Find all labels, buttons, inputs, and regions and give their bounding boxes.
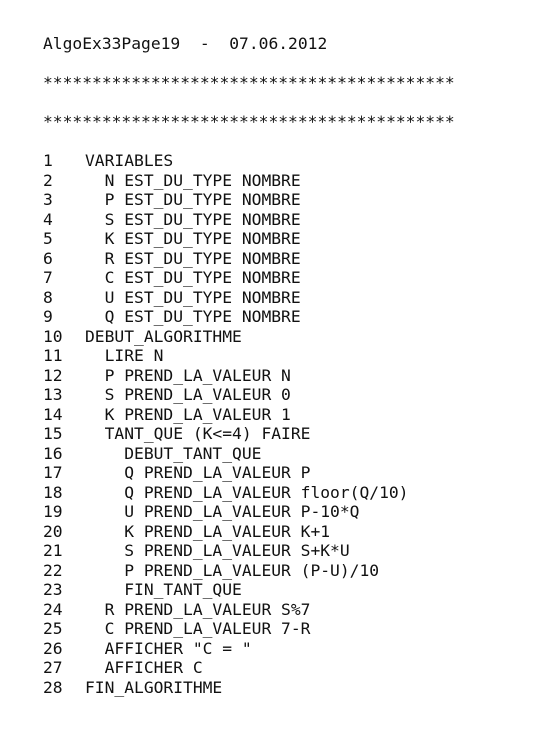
code-line	[43, 385, 533, 405]
code-text: C PREND_LA_VALEUR 7-R	[85, 619, 311, 638]
code-line	[43, 229, 533, 249]
line-number: 14	[43, 404, 63, 424]
line-number: 1	[43, 151, 53, 170]
code-line	[43, 151, 533, 171]
line-number: 10	[43, 326, 63, 346]
code-text: K EST_DU_TYPE NOMBRE	[85, 229, 301, 248]
spacer	[43, 93, 533, 113]
line-number: 13	[43, 385, 63, 404]
line-number: 11	[43, 346, 63, 365]
code-text: R EST_DU_TYPE NOMBRE	[85, 248, 301, 268]
line-number: 9	[43, 307, 53, 326]
line-number: 24	[43, 599, 63, 619]
spacer	[43, 132, 533, 152]
code-line	[43, 405, 533, 425]
code-line	[43, 268, 533, 288]
line-number: 15	[43, 424, 63, 443]
code-line	[43, 483, 533, 503]
line-number: 6	[43, 248, 53, 268]
code-text: FIN_ALGORITHME	[85, 677, 223, 697]
code-text: Q PREND_LA_VALEUR floor(Q/10)	[85, 482, 409, 502]
line-number: 26	[43, 638, 63, 658]
code-line	[43, 249, 533, 269]
code-line	[43, 639, 533, 659]
code-line	[43, 502, 533, 522]
code-line	[43, 600, 533, 620]
code-line	[43, 463, 533, 483]
code-text: Q EST_DU_TYPE NOMBRE	[85, 307, 301, 326]
line-number: 20	[43, 521, 63, 541]
asterisk-rule-top: ******************************************	[43, 73, 455, 92]
line-number: 23	[43, 580, 63, 599]
line-number: 28	[43, 677, 63, 697]
code-line	[43, 210, 533, 230]
asterisk-rule-bottom: ******************************************	[43, 112, 455, 131]
code-text: P EST_DU_TYPE NOMBRE	[85, 190, 301, 209]
code-text: S EST_DU_TYPE NOMBRE	[85, 209, 301, 229]
line-number: 4	[43, 209, 53, 229]
code-text: K PREND_LA_VALEUR 1	[85, 404, 291, 424]
code-line	[43, 444, 533, 464]
code-line	[43, 307, 533, 327]
code-line	[43, 190, 533, 210]
code-text: N EST_DU_TYPE NOMBRE	[85, 170, 301, 190]
code-text: Q PREND_LA_VALEUR P	[85, 463, 311, 482]
spacer	[43, 54, 533, 74]
code-text: FIN_TANT_QUE	[85, 580, 242, 599]
code-line	[43, 658, 533, 678]
code-text: S PREND_LA_VALEUR S+K*U	[85, 541, 350, 560]
code-line	[43, 171, 533, 191]
code-text: AFFICHER "C = "	[85, 638, 252, 658]
code-text: DEBUT_TANT_QUE	[85, 443, 262, 463]
code-line	[43, 346, 533, 366]
code-text: P PREND_LA_VALEUR (P-U)/10	[85, 560, 380, 580]
line-number: 3	[43, 190, 53, 209]
code-text: LIRE N	[85, 346, 164, 365]
algorithm-document	[43, 34, 533, 697]
code-line	[43, 366, 533, 386]
code-text: S PREND_LA_VALEUR 0	[85, 385, 291, 404]
code-line	[43, 580, 533, 600]
code-text: P PREND_LA_VALEUR N	[85, 365, 291, 385]
code-text: DEBUT_ALGORITHME	[85, 326, 242, 346]
code-text: VARIABLES	[85, 151, 174, 170]
line-number: 22	[43, 560, 63, 580]
code-line	[43, 424, 533, 444]
line-number: 19	[43, 502, 63, 521]
line-number: 27	[43, 658, 63, 677]
line-number: 18	[43, 482, 63, 502]
code-line	[43, 522, 533, 542]
code-text: C EST_DU_TYPE NOMBRE	[85, 268, 301, 287]
code-line	[43, 288, 533, 308]
code-line	[43, 327, 533, 347]
line-number: 21	[43, 541, 63, 560]
line-number: 17	[43, 463, 63, 482]
code-line	[43, 619, 533, 639]
code-text: K PREND_LA_VALEUR K+1	[85, 521, 331, 541]
line-number: 16	[43, 443, 63, 463]
line-number: 7	[43, 268, 53, 287]
document-title: AlgoEx33Page19 - 07.06.2012	[43, 34, 328, 53]
code-line	[43, 561, 533, 581]
code-text: U EST_DU_TYPE NOMBRE	[85, 287, 301, 307]
code-text: U PREND_LA_VALEUR P-10*Q	[85, 502, 360, 521]
code-line	[43, 678, 533, 698]
line-number: 12	[43, 365, 63, 385]
code-text: AFFICHER C	[85, 658, 203, 677]
code-listing	[43, 151, 533, 697]
line-number: 25	[43, 619, 63, 638]
code-text: R PREND_LA_VALEUR S%7	[85, 599, 311, 619]
line-number: 8	[43, 287, 53, 307]
line-number: 2	[43, 170, 53, 190]
code-text: TANT_QUE (K<=4) FAIRE	[85, 424, 311, 443]
line-number: 5	[43, 229, 53, 248]
code-line	[43, 541, 533, 561]
